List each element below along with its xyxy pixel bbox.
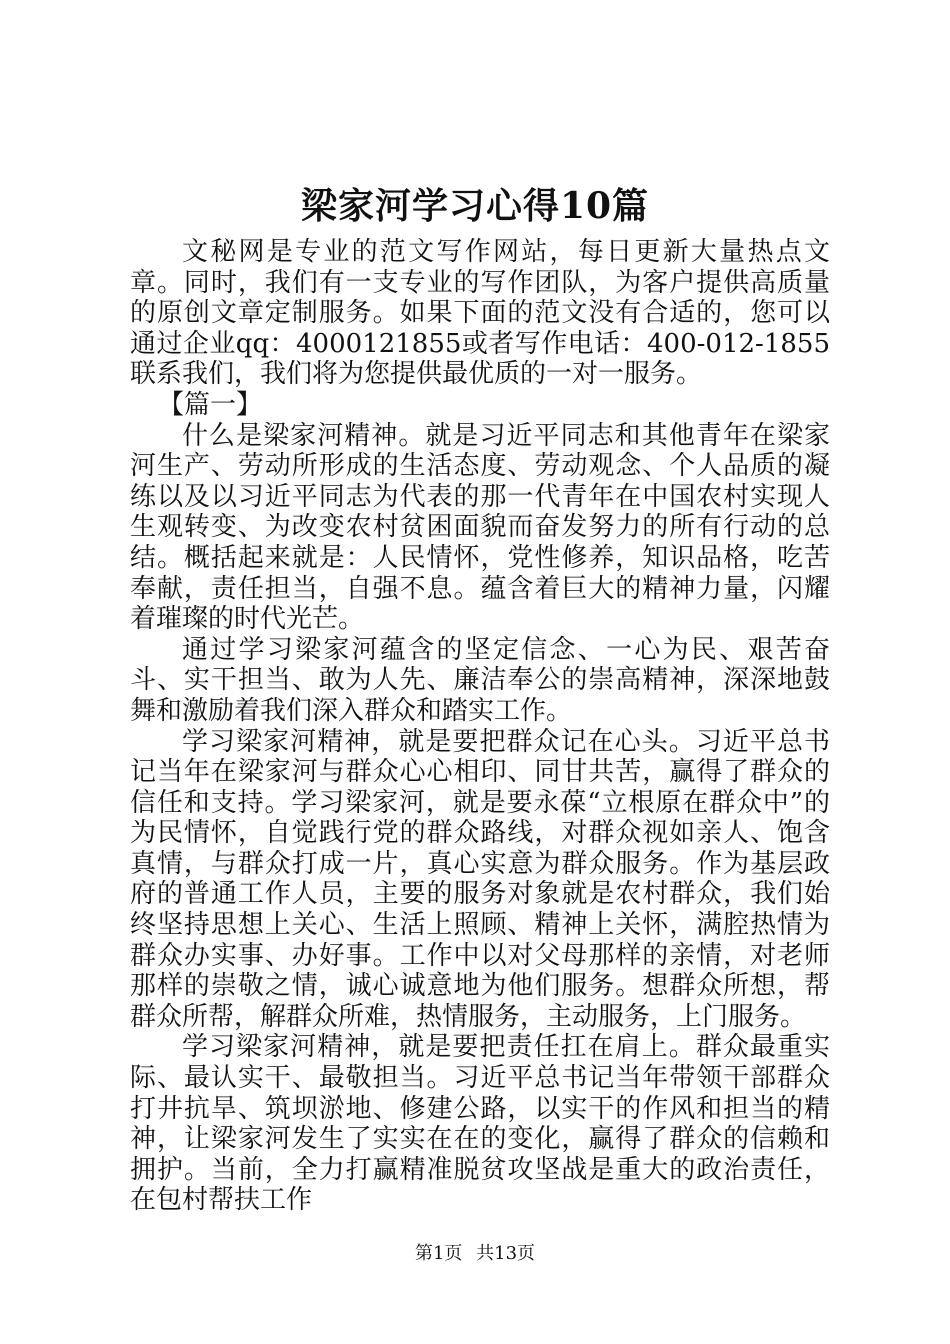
body-paragraph: 通过学习梁家河蕴含的坚定信念、一心为民、艰苦奋斗、实干担当、敢为人先、廉洁奉公的崇高精神，深深地鼓舞和激励着我们深入群众和踏实工作。	[130, 634, 830, 726]
body-paragraph: 什么是梁家河精神。就是习近平同志和其他青年在梁家河生产、劳动所形成的生活态度、劳动观念、个人品质的凝练以及以习近平同志为代表的那一代青年在中国农村实现人生观转变、为改变农村贫困面貌而奋发努力的所有行动的总结。概括起来就是：人民情怀，党性修养，知识品格，吃苦奉献，责任担当，自强不息。蕴含着巨大的精神力量，闪耀着璀璨的时代光芒。	[130, 420, 830, 635]
page-number: 第1页	[414, 1243, 463, 1264]
document-body	[130, 237, 830, 1216]
document-title: 梁家河学习心得10篇	[300, 185, 650, 227]
section-heading: 【篇一】	[158, 389, 263, 420]
page-footer	[0, 1242, 950, 1266]
page-total: 共13页	[476, 1243, 536, 1264]
body-paragraph: 学习梁家河精神，就是要把责任扛在肩上。群众最重实际、最认实干、最敬担当。习近平总书记当年带领干部群众打井抗旱、筑坝淤地、修建公路，以实干的作风和担当的精神，让梁家河发生了实实在在的变化，赢得了群众的信赖和拥护。当前，全力打赢精准脱贫攻坚战是重大的政治责任，在包村帮扶工作	[130, 1032, 830, 1216]
intro-paragraph: 文秘网是专业的范文写作网站，每日更新大量热点文章。同时，我们有一支专业的写作团队，为客户提供高质量的原创文章定制服务。如果下面的范文没有合适的，您可以通过企业qq：4000121855或者写作电话：400-012-1855联系我们，我们将为您提供最优质的一对一服务。	[130, 237, 830, 390]
body-paragraph: 学习梁家河精神，就是要把群众记在心头。习近平总书记当年在梁家河与群众心心相印、同甘共苦，赢得了群众的信任和支持。学习梁家河，就是要永葆“立根原在群众中”的为民情怀，自觉践行党的群众路线，对群众视如亲人、饱含真情，与群众打成一片，真心实意为群众服务。作为基层政府的普通工作人员，主要的服务对象就是农村群众，我们始终坚持思想上关心、生活上照顾、精神上关怀，满腔热情为群众办实事、办好事。工作中以对父母那样的亲情，对老师那样的崇敬之情，诚心诚意地为他们服务。想群众所想，帮群众所帮，解群众所难，热情服务，主动服务，上门服务。	[130, 726, 830, 1032]
